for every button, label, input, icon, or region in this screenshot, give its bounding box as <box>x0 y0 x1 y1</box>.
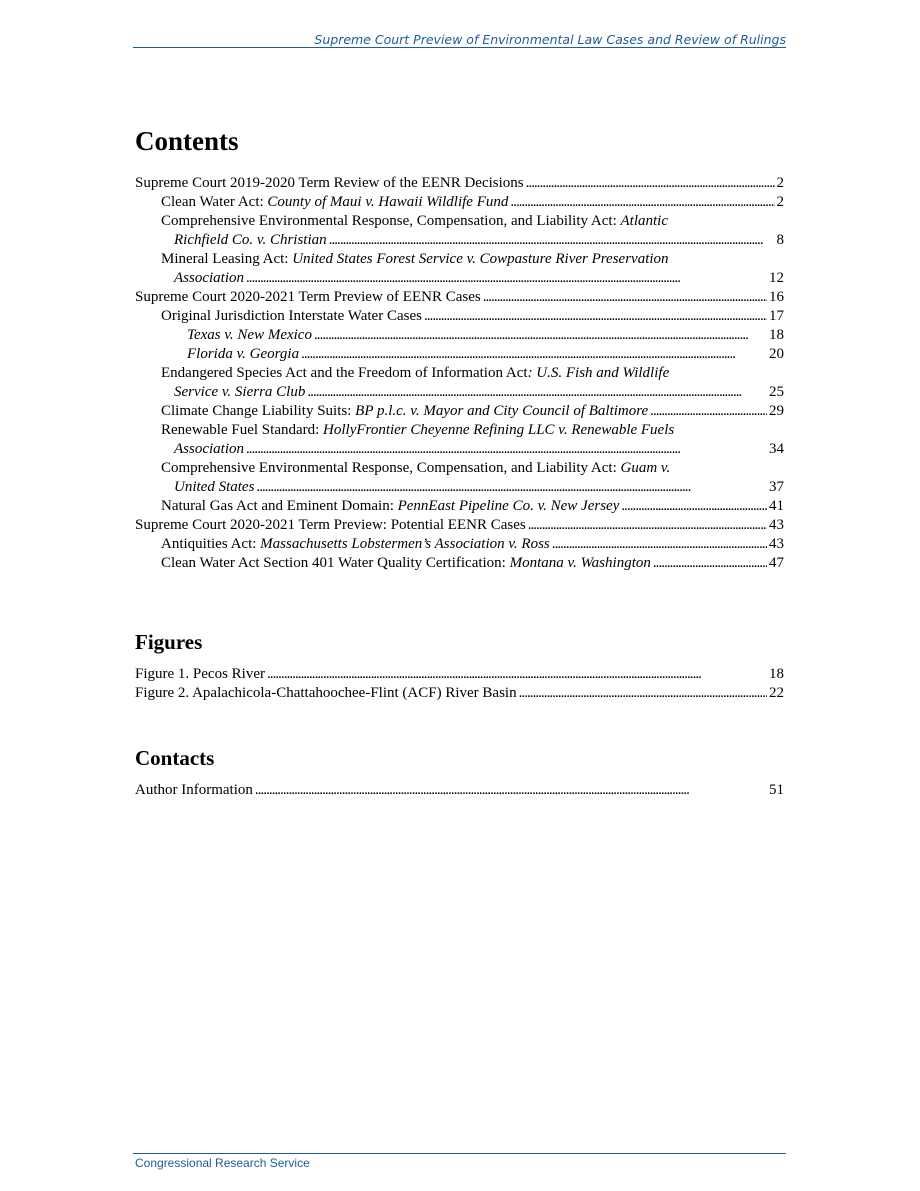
running-header: Supreme Court Preview of Environmental Law Cases and Review of Rulings <box>314 32 786 47</box>
toc-entry-interstate-water-cases[interactable]: Original Jurisdiction Interstate Water Cases . . . 17 <box>135 307 784 326</box>
figures-heading: Figures <box>135 630 203 654</box>
running-footer: Congressional Research Service <box>135 1156 310 1170</box>
page-number: 22 <box>769 685 784 701</box>
header-divider <box>133 47 786 48</box>
page-number: 17 <box>769 308 784 324</box>
toc-entry-clean-water-act-401[interactable]: Clean Water Act Section 401 Water Quality Certification: Montana v. Washington . . . 47 <box>135 554 784 573</box>
page-number: 37 <box>769 479 784 495</box>
page-number: 43 <box>769 517 784 533</box>
page-number: 12 <box>769 270 784 286</box>
toc-entry-mineral-leasing-act[interactable]: Mineral Leasing Act: United States Forest Service v. Cowpasture River Preservation Association . . . 12 <box>135 250 784 288</box>
page-number: 41 <box>769 498 784 514</box>
toc-entry-potential-eenr-cases[interactable]: Supreme Court 2020-2021 Term Preview: Potential EENR Cases . . . 43 <box>135 516 784 535</box>
toc-entry-esa-foia-sierra-club[interactable]: Endangered Species Act and the Freedom of Information Act: U.S. Fish and Wildlife Service v. Sierra Club . . . 25 <box>135 364 784 402</box>
page-number: 34 <box>769 441 784 457</box>
contact-entry-author-information[interactable]: Author Information . . . 51 <box>135 781 784 800</box>
toc-entry-clean-water-act-maui[interactable]: Clean Water Act: County of Maui v. Hawaii Wildlife Fund . . . 2 <box>135 193 784 212</box>
page-number: 51 <box>769 782 784 798</box>
toc-entry-antiquities-act[interactable]: Antiquities Act: Massachusetts Lobstermen’s Association v. Ross . . . 43 <box>135 535 784 554</box>
page-number: 18 <box>769 666 784 682</box>
page-number: 2 <box>776 194 784 210</box>
toc-entry-2020-2021-preview[interactable]: Supreme Court 2020-2021 Term Preview of EENR Cases . . . 16 <box>135 288 784 307</box>
toc-entry-climate-change-liability[interactable]: Climate Change Liability Suits: BP p.l.c. v. Mayor and City Council of Baltimore . . . 29 <box>135 402 784 421</box>
figure-entry-acf-river-basin[interactable]: Figure 2. Apalachicola-Chattahoochee-Flint (ACF) River Basin . . . 22 <box>135 684 784 703</box>
page-number: 16 <box>769 289 784 305</box>
page-number: 18 <box>769 327 784 343</box>
toc-entry-cercla-guam[interactable]: Comprehensive Environmental Response, Compensation, and Liability Act: Guam v. United States . . . 37 <box>135 459 784 497</box>
figure-entry-pecos-river[interactable]: Figure 1. Pecos River . . . 18 <box>135 665 784 684</box>
toc-entry-florida-v-georgia[interactable]: Florida v. Georgia . . . 20 <box>135 345 784 364</box>
footer-divider <box>133 1153 786 1154</box>
toc-entry-texas-v-new-mexico[interactable]: Texas v. New Mexico . . . 18 <box>135 326 784 345</box>
contacts-list <box>135 781 784 800</box>
figures-list <box>135 665 784 703</box>
contacts-heading: Contacts <box>135 746 215 770</box>
toc-entry-natural-gas-act[interactable]: Natural Gas Act and Eminent Domain: PennEast Pipeline Co. v. New Jersey . . . 41 <box>135 497 784 516</box>
toc-entry-renewable-fuel-standard[interactable]: Renewable Fuel Standard: HollyFrontier Cheyenne Refining LLC v. Renewable Fuels Association . . . 34 <box>135 421 784 459</box>
toc-entry-cercla-atlantic-richfield[interactable]: Comprehensive Environmental Response, Compensation, and Liability Act: Atlantic Richfield Co. v. Christian . . . 8 <box>135 212 784 250</box>
contents-list <box>135 174 784 573</box>
page-number: 2 <box>776 175 784 191</box>
page-number: 47 <box>769 555 784 571</box>
contents-heading: Contents <box>135 126 239 156</box>
toc-entry-2019-2020-review[interactable]: Supreme Court 2019-2020 Term Review of the EENR Decisions . . . 2 <box>135 174 784 193</box>
page-number: 20 <box>769 346 784 362</box>
page-number: 43 <box>769 536 784 552</box>
page-number: 8 <box>776 232 784 248</box>
page-number: 25 <box>769 384 784 400</box>
page-number: 29 <box>769 403 784 419</box>
